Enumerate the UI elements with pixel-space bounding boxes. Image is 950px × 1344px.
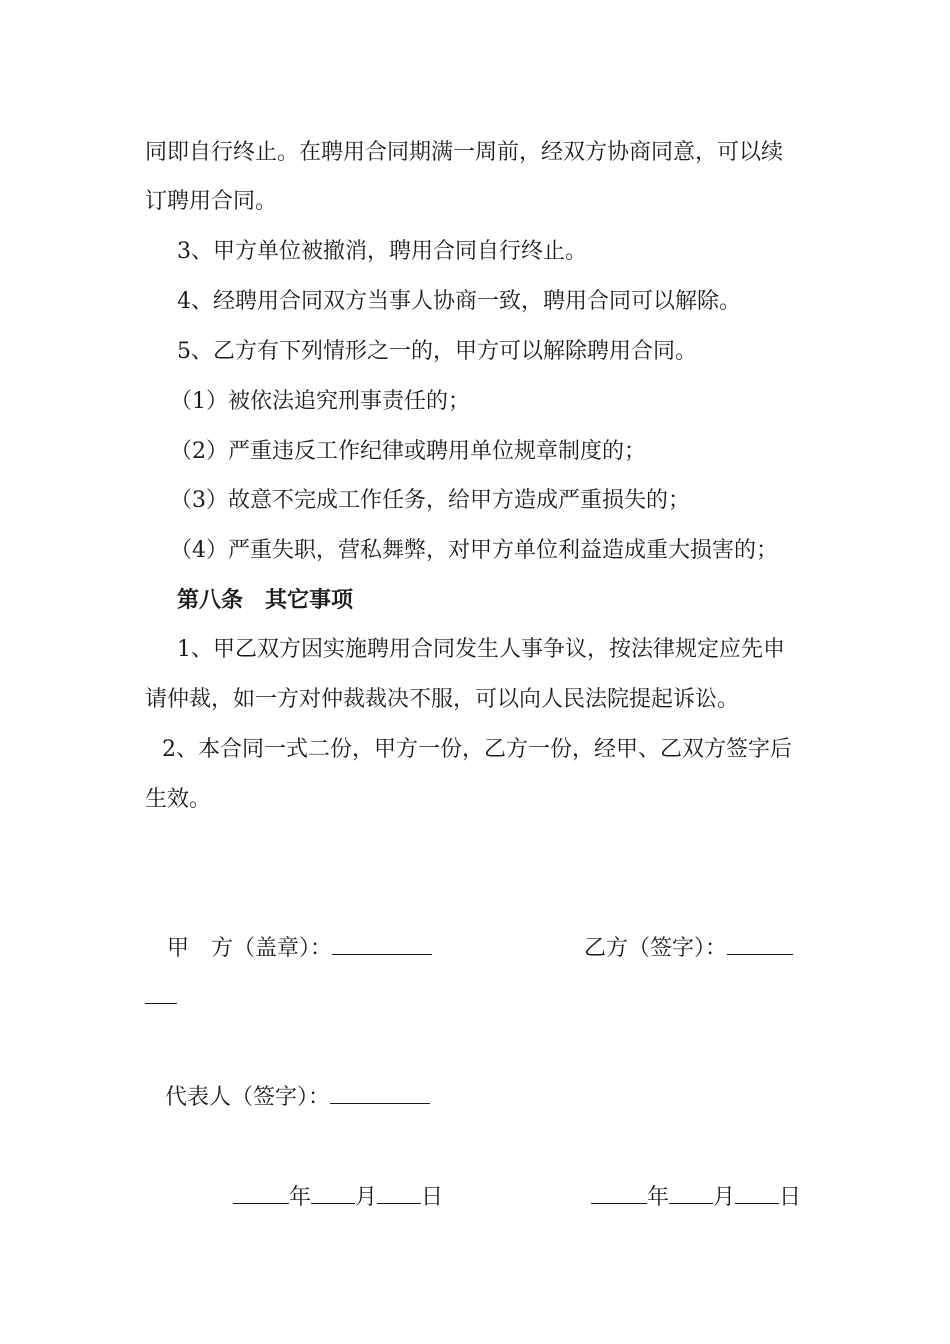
article-8-heading: 第八条 其它事项: [177, 587, 354, 613]
year-label: 年: [289, 1185, 312, 1210]
article-8-item-2: 2、本合同一式二份，甲方一份，乙方一份，经甲、乙双方签字后: [162, 737, 792, 762]
date-right: [591, 1183, 801, 1213]
party-b-signature: [584, 934, 793, 964]
year-label: 年: [647, 1185, 670, 1210]
day-label: 日: [779, 1185, 802, 1210]
clause-item-4: 4、经聘用合同双方当事人协商一致，聘用合同可以解除。: [177, 289, 741, 314]
day-blank: [377, 1185, 421, 1204]
sub-item-3: （3）故意不完成工作任务，给甲方造成严重损失的；: [170, 488, 690, 513]
month-blank: [311, 1185, 355, 1204]
paragraph-line: 订聘用合同。: [145, 189, 278, 214]
sub-item-2: （2）严重违反工作纪律或聘用单位规章制度的；: [170, 439, 646, 464]
year-blank: [233, 1185, 289, 1204]
party-b-blank: [727, 936, 793, 955]
article-8-item-1: 1、甲乙双方因实施聘用合同发生人事争议，按法律规定应先申: [177, 637, 785, 662]
clause-item-5: 5、乙方有下列情形之一的，甲方可以解除聘用合同。: [177, 339, 697, 364]
month-blank: [669, 1185, 713, 1204]
paragraph-line: 生效。: [145, 787, 212, 812]
day-blank: [735, 1185, 779, 1204]
party-a-blank: [332, 936, 432, 955]
party-b-label: 乙方（签字）：: [584, 936, 728, 961]
month-label: 月: [713, 1185, 736, 1210]
month-label: 月: [355, 1185, 378, 1210]
party-a-signature: [167, 934, 432, 964]
representative-signature: [165, 1083, 430, 1113]
paragraph-line: 同即自行终止。在聘用合同期满一周前，经双方协商同意，可以续: [145, 140, 784, 165]
year-blank: [591, 1185, 647, 1204]
representative-blank: [330, 1085, 430, 1104]
day-label: 日: [421, 1185, 444, 1210]
sub-item-1: （1）被依法追究刑事责任的；: [170, 389, 470, 414]
representative-label: 代表人（签字）：: [165, 1085, 331, 1110]
paragraph-line: 请仲裁，如一方对仲裁裁决不服，可以向人民法院提起诉讼。: [145, 687, 740, 712]
party-a-label: 甲 方（盖章）：: [167, 936, 333, 961]
party-b-blank-continued: [145, 1003, 177, 1004]
sub-item-4: （4）严重失职，营私舞弊，对甲方单位利益造成重大损害的；: [170, 538, 778, 563]
clause-item-3: 3、甲方单位被撤消，聘用合同自行终止。: [177, 239, 587, 264]
date-left: [233, 1183, 443, 1213]
